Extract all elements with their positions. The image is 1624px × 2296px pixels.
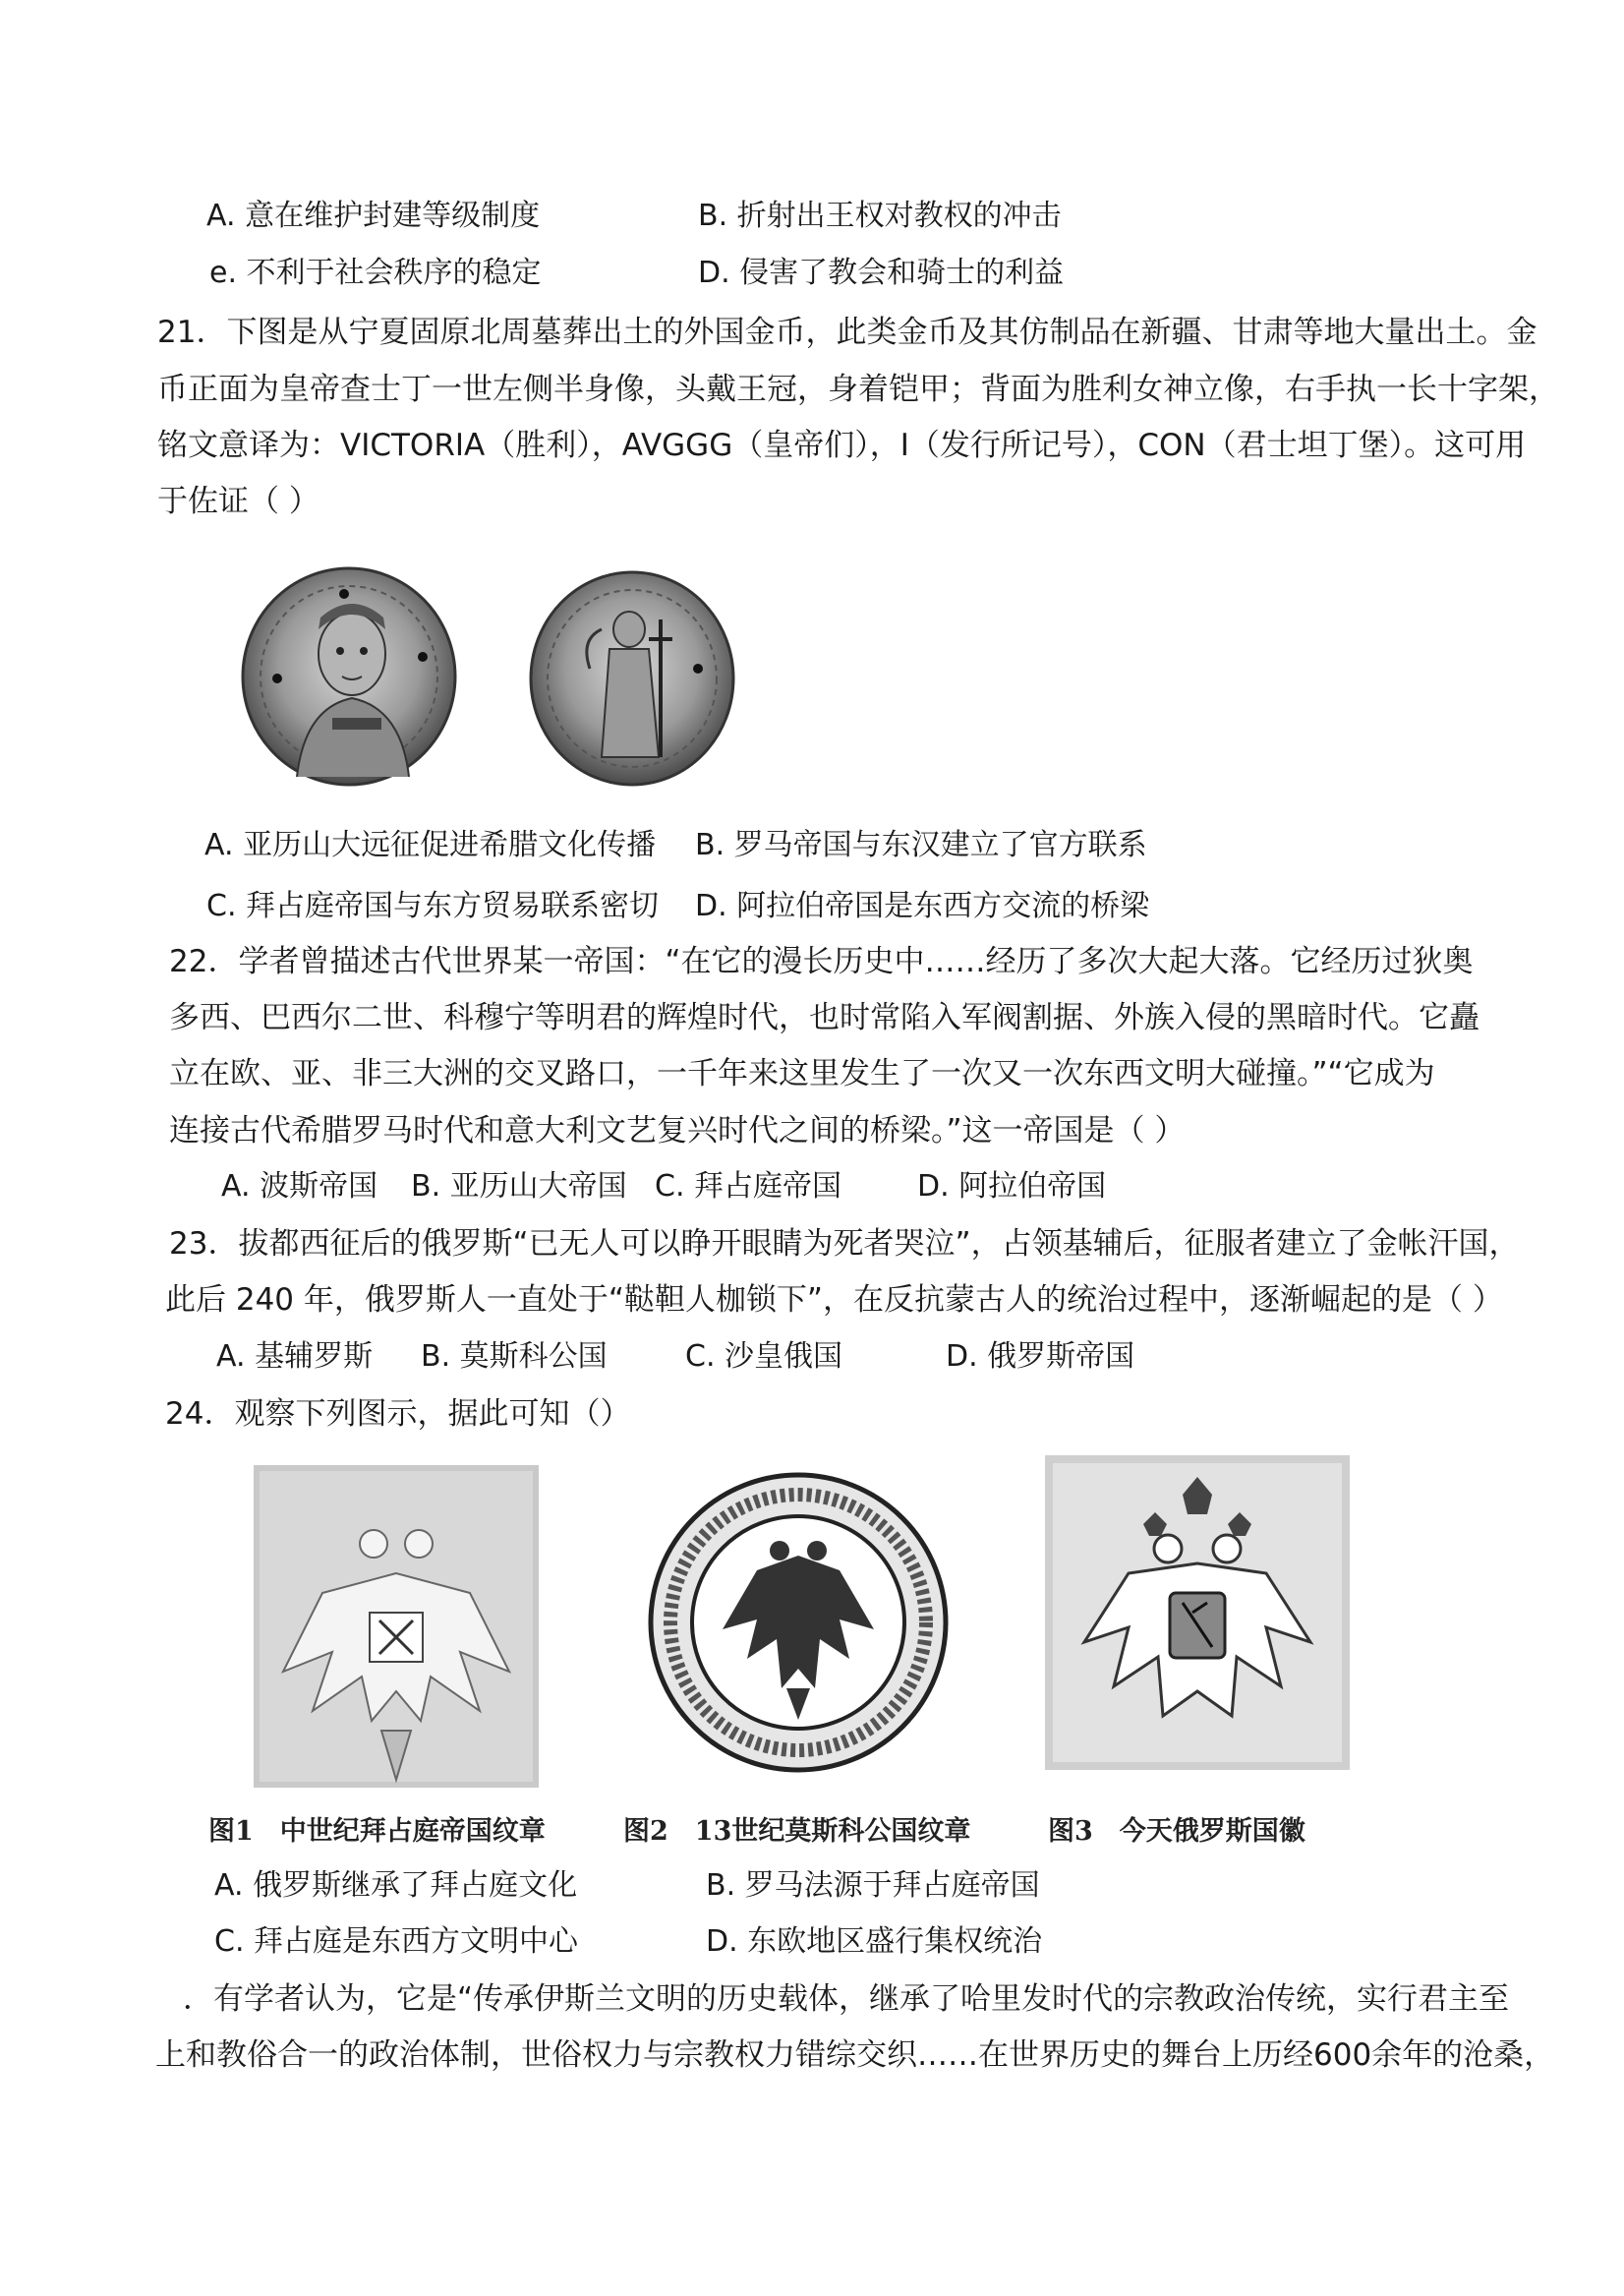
q22-stem-line-1: 22．学者曾描述古代世界某一帝国：“在它的漫长历史中……经历了多次大起大落。它经历过狄奥 xyxy=(169,944,1474,979)
q21-option-a: A. 亚历山大远征促进希腊文化传播 xyxy=(204,828,657,862)
q22-stem-line-4: 连接古代希腊罗马时代和意大利文艺复兴时代之间的桥梁。”这一帝国是（ ） xyxy=(169,1113,1186,1148)
q21-option-c: C. 拜占庭帝国与东方贸易联系密切 xyxy=(206,889,660,923)
q22-option-c: C. 拜占庭帝国 xyxy=(655,1169,842,1204)
q24-option-c: C. 拜占庭是东西方文明中心 xyxy=(214,1924,579,1959)
q21-stem-line-2: 币正面为皇帝查士丁一世左侧半身像，头戴王冠，身着铠甲；背面为胜利女神立像，右手执一长十字架， xyxy=(157,372,1559,407)
fig2-caption: 图2 13世纪莫斯科公国纹章 xyxy=(623,1816,971,1847)
coin-obverse xyxy=(243,568,455,785)
q22-option-a: A. 波斯帝国 xyxy=(221,1169,378,1204)
q23-option-b: B. 莫斯科公国 xyxy=(421,1339,608,1374)
fig3-caption: 图3 今天俄罗斯国徽 xyxy=(1048,1816,1305,1847)
q23-option-a: A. 基辅罗斯 xyxy=(216,1339,374,1374)
q21-option-d: D. 阿拉伯帝国是东西方交流的桥梁 xyxy=(695,889,1150,923)
q22-option-b: B. 亚历山大帝国 xyxy=(411,1169,627,1204)
q24-stem: 24．观察下列图示，据此可知（） xyxy=(165,1396,631,1432)
q20-option-c: e. 不利于社会秩序的稳定 xyxy=(209,256,542,290)
q20-option-d: D. 侵害了教会和骑士的利益 xyxy=(698,256,1065,290)
coin-reverse xyxy=(531,572,733,785)
q21-stem-line-3: 铭文意译为：VICTORIA（胜利），AVGGG（皇帝们），I（发行所记号），CON（君士坦丁堡）。这可用 xyxy=(157,428,1527,463)
q25-stem-line-2: 上和教俗合一的政治体制，世俗权力与宗教权力错综交织……在世界历史的舞台上历经600余年的沧桑， xyxy=(155,2037,1555,2073)
q23-option-c: C. 沙皇俄国 xyxy=(685,1339,843,1374)
q21-stem-line-1: 21．下图是从宁夏固原北周墓葬出土的外国金币，此类金币及其仿制品在新疆、甘肃等地大量出土。金 xyxy=(157,315,1537,350)
russian-coat-of-arms-figure xyxy=(1045,1455,1350,1770)
q22-option-d: D. 阿拉伯帝国 xyxy=(917,1169,1107,1204)
q22-stem-line-2: 多西、巴西尔二世、科穆宁等明君的辉煌时代，也时常陷入军阀割据、外族入侵的黑暗时代。它矗 xyxy=(169,1000,1479,1035)
q25-stem-line-1: ．有学者认为，它是“传承伊斯兰文明的历史载体，继承了哈里发时代的宗教政治传统，实行君主至 xyxy=(183,1981,1510,2017)
q23-stem-line-2: 此后 240 年，俄罗斯人一直处于“鞑靼人枷锁下”，在反抗蒙古人的统治过程中，逐渐崛起的是（ ） xyxy=(165,1282,1503,1318)
q20-option-b: B. 折射出王权对教权的冲击 xyxy=(698,199,1062,233)
q21-stem-line-4: 于佐证（ ） xyxy=(157,484,319,519)
coins-figure xyxy=(236,560,767,796)
muscovy-seal-figure xyxy=(644,1462,954,1782)
q24-option-d: D. 东欧地区盛行集权统治 xyxy=(706,1924,1043,1959)
q20-option-a: A. 意在维护封建等级制度 xyxy=(206,199,541,233)
q23-option-d: D. 俄罗斯帝国 xyxy=(946,1339,1135,1374)
q22-stem-line-3: 立在欧、亚、非三大洲的交叉路口，一千年来这里发生了一次又一次东西文明大碰撞。”“它成为 xyxy=(169,1056,1435,1091)
fig1-caption: 图1 中世纪拜占庭帝国纹章 xyxy=(208,1816,546,1847)
q23-stem-line-1: 23．拔都西征后的俄罗斯“已无人可以睁开眼睛为死者哭泣”，占领基辅后，征服者建立了金帐汗国， xyxy=(169,1226,1520,1262)
q24-option-a: A. 俄罗斯继承了拜占庭文化 xyxy=(214,1868,578,1903)
q24-option-b: B. 罗马法源于拜占庭帝国 xyxy=(706,1868,1040,1903)
byzantine-emblem-figure xyxy=(254,1465,539,1788)
q21-option-b: B. 罗马帝国与东汉建立了官方联系 xyxy=(695,828,1147,862)
